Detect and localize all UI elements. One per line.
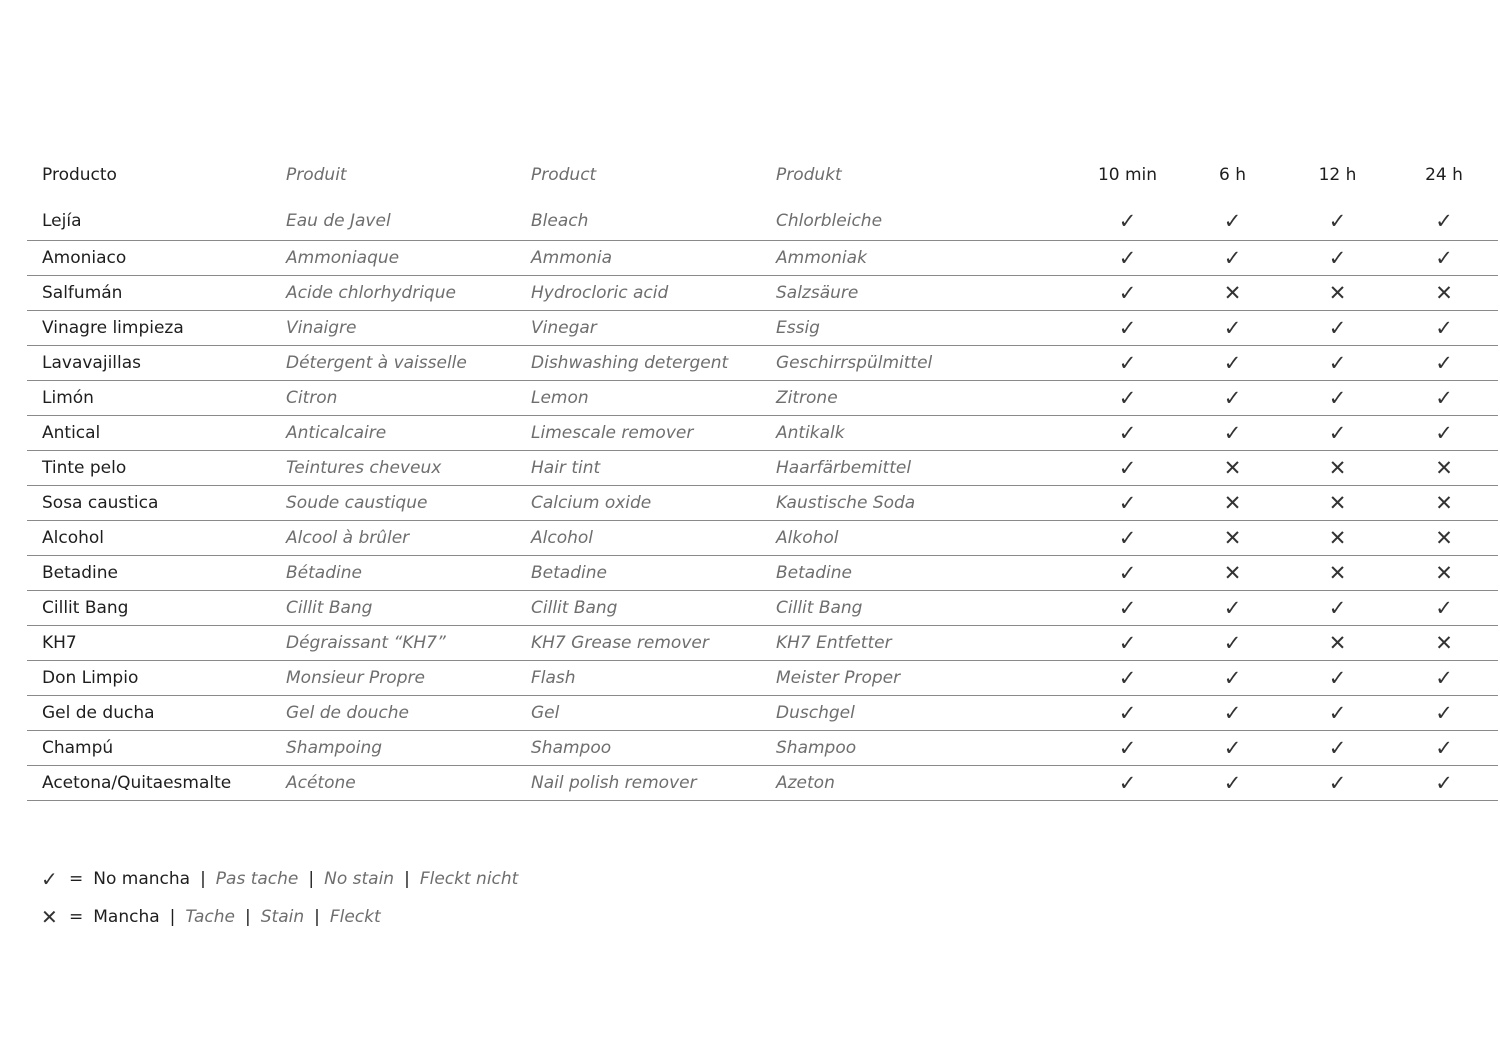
cell-product: Ammonia <box>531 248 613 268</box>
check-icon-6-h: ✓ <box>1223 351 1242 375</box>
legend-mancha: Mancha <box>93 907 160 927</box>
check-icon-24-h: ✓ <box>1435 316 1453 340</box>
check-icon-24-h: ✓ <box>1435 246 1453 270</box>
cell-product: Hydrocloric acid <box>531 283 669 303</box>
check-icon-6-h: ✓ <box>1223 316 1242 340</box>
cross-icon-24-h: ✕ <box>1435 561 1453 585</box>
cross-icon-12-h: ✕ <box>1328 281 1347 305</box>
cell-produkt: Shampoo <box>776 738 857 758</box>
legend-separator: | <box>314 907 320 927</box>
table-row <box>27 346 1498 381</box>
table-header <box>27 155 1498 195</box>
cell-produit: Cillit Bang <box>286 598 373 618</box>
check-icon-10-min: ✓ <box>1118 666 1137 690</box>
check-icon-10-min: ✓ <box>1118 561 1137 585</box>
legend-stain: Stain <box>260 907 305 927</box>
cell-producto: Lavavajillas <box>42 353 142 373</box>
cell-produit: Bétadine <box>286 563 362 583</box>
check-icon-6-h: ✓ <box>1223 596 1242 620</box>
cell-product: Hair tint <box>531 458 601 478</box>
legend-fleckt-nicht: Fleckt nicht <box>419 869 519 889</box>
check-icon-12-h: ✓ <box>1328 386 1347 410</box>
cell-produkt: Azeton <box>776 773 835 793</box>
cell-producto: Salfumán <box>42 283 123 303</box>
header-row <box>27 155 1498 195</box>
cross-icon-12-h: ✕ <box>1328 561 1347 585</box>
table-row <box>27 626 1498 661</box>
legend-fleckt: Fleckt <box>329 907 381 927</box>
table-row <box>27 486 1498 521</box>
cell-producto: Limón <box>42 388 94 408</box>
table-row <box>27 731 1498 766</box>
cell-product: Bleach <box>531 210 589 231</box>
cell-produit: Eau de Javel <box>286 210 391 231</box>
cell-producto: Sosa caustica <box>42 493 159 513</box>
cell-product: Vinegar <box>531 318 597 338</box>
check-icon-10-min: ✓ <box>1118 281 1137 305</box>
check-icon-6-h: ✓ <box>1223 208 1242 233</box>
check-icon-10-min: ✓ <box>1118 596 1137 620</box>
table-body <box>27 195 1498 801</box>
cell-produit: Monsieur Propre <box>286 668 425 688</box>
legend-equals: = <box>69 907 84 927</box>
legend-equals: = <box>69 869 84 889</box>
legend-row-no-stain <box>41 860 518 898</box>
cross-icon-6-h: ✕ <box>1223 456 1242 480</box>
cross-icon-12-h: ✕ <box>1328 526 1347 550</box>
table-row <box>27 195 1498 241</box>
table-row <box>27 416 1498 451</box>
cell-produit: Anticalcaire <box>286 423 387 443</box>
check-icon-10-min: ✓ <box>1118 526 1137 550</box>
cell-produkt: Betadine <box>776 563 852 583</box>
check-icon-24-h: ✓ <box>1435 208 1453 233</box>
cell-produkt: Kaustische Soda <box>776 493 916 513</box>
cell-produit: Acétone <box>286 773 356 793</box>
legend-separator: | <box>245 907 251 927</box>
cell-produit: Acide chlorhydrique <box>286 283 456 303</box>
check-icon-12-h: ✓ <box>1328 596 1347 620</box>
legend-tache: Tache <box>185 907 235 927</box>
cell-product: Cillit Bang <box>531 598 618 618</box>
check-icon-10-min: ✓ <box>1118 421 1137 445</box>
cell-produit: Ammoniaque <box>286 248 400 268</box>
cell-product: Betadine <box>531 563 607 583</box>
stain-resistance-table <box>27 155 1498 801</box>
cell-produkt: Haarfärbemittel <box>776 458 912 478</box>
check-icon-12-h: ✓ <box>1328 666 1347 690</box>
check-icon-12-h: ✓ <box>1328 771 1347 795</box>
cell-produit: Gel de douche <box>286 703 409 723</box>
cell-produkt: Meister Proper <box>776 668 901 688</box>
check-icon-6-h: ✓ <box>1223 736 1242 760</box>
cell-product: Shampoo <box>531 738 612 758</box>
table-row <box>27 311 1498 346</box>
check-icon-12-h: ✓ <box>1328 351 1347 375</box>
cell-product: KH7 Grease remover <box>531 633 709 653</box>
cell-produit: Soude caustique <box>286 493 428 513</box>
cell-producto: Lejía <box>42 210 82 231</box>
check-icon-6-h: ✓ <box>1223 771 1242 795</box>
cell-produkt: Essig <box>776 318 820 338</box>
cell-product: Nail polish remover <box>531 773 697 793</box>
check-icon-10-min: ✓ <box>1118 631 1137 655</box>
legend-no-mancha: No mancha <box>93 869 191 889</box>
legend-separator: | <box>308 869 315 889</box>
header-product: Product <box>531 165 597 185</box>
check-icon-24-h: ✓ <box>1435 386 1453 410</box>
check-icon-10-min: ✓ <box>1118 701 1137 725</box>
table-row <box>27 766 1498 801</box>
cell-product: Limescale remover <box>531 423 694 443</box>
cell-product: Dishwashing detergent <box>531 353 729 373</box>
table-row <box>27 276 1498 311</box>
check-icon-6-h: ✓ <box>1223 701 1242 725</box>
check-icon-10-min: ✓ <box>1118 316 1137 340</box>
check-icon-24-h: ✓ <box>1435 596 1453 620</box>
cell-product: Lemon <box>531 388 589 408</box>
cell-produit: Teintures cheveux <box>286 458 442 478</box>
legend-separator: | <box>200 869 206 889</box>
cell-producto: Vinagre limpieza <box>42 318 184 338</box>
table-row <box>27 521 1498 556</box>
cell-product: Flash <box>531 668 576 688</box>
cell-produit: Citron <box>286 388 338 408</box>
check-icon-12-h: ✓ <box>1328 246 1347 270</box>
check-icon-24-h: ✓ <box>1435 701 1453 725</box>
header-24-h: 24 h <box>1425 165 1463 185</box>
cell-produkt: Antikalk <box>776 423 845 443</box>
legend-pas-tache: Pas tache <box>215 869 299 889</box>
check-icon-6-h: ✓ <box>1223 666 1242 690</box>
cell-producto: Gel de ducha <box>42 703 155 723</box>
cell-product: Calcium oxide <box>531 493 652 513</box>
cross-icon-6-h: ✕ <box>1223 491 1242 515</box>
header-6-h: 6 h <box>1219 165 1246 185</box>
legend-separator: | <box>169 907 176 927</box>
table-row <box>27 696 1498 731</box>
cell-producto: Cillit Bang <box>42 598 129 618</box>
cell-produkt: Zitrone <box>776 388 838 408</box>
cell-produkt: Salzsäure <box>776 283 859 303</box>
table-row <box>27 661 1498 696</box>
cross-icon-12-h: ✕ <box>1328 456 1347 480</box>
cross-icon-24-h: ✕ <box>1435 281 1453 305</box>
cell-producto: Acetona/Quitaesmalte <box>42 773 232 793</box>
cell-produkt: Geschirrspülmittel <box>776 353 933 373</box>
cell-produkt: Ammoniak <box>776 248 867 268</box>
check-icon-24-h: ✓ <box>1435 351 1453 375</box>
cell-producto: Champú <box>42 738 114 758</box>
check-icon-6-h: ✓ <box>1223 386 1242 410</box>
header-produit: Produit <box>286 165 347 185</box>
cell-producto: Don Limpio <box>42 668 139 688</box>
table-row <box>27 451 1498 486</box>
cross-icon-24-h: ✕ <box>1435 491 1453 515</box>
cell-produkt: KH7 Entfetter <box>776 633 892 653</box>
check-icon-12-h: ✓ <box>1328 208 1347 233</box>
table-row <box>27 556 1498 591</box>
cross-icon-12-h: ✕ <box>1328 631 1347 655</box>
cross-icon-6-h: ✕ <box>1223 561 1242 585</box>
check-icon-12-h: ✓ <box>1328 421 1347 445</box>
cell-produkt: Cillit Bang <box>776 598 863 618</box>
check-icon-6-h: ✓ <box>1223 631 1242 655</box>
cell-product: Alcohol <box>531 528 593 548</box>
legend-row-stain <box>41 898 518 936</box>
cell-produit: Shampoing <box>286 738 383 758</box>
header-producto: Producto <box>42 165 117 185</box>
cell-product: Gel <box>531 703 560 723</box>
check-icon-6-h: ✓ <box>1223 421 1242 445</box>
legend <box>41 860 518 936</box>
check-icon-12-h: ✓ <box>1328 701 1347 725</box>
check-icon-10-min: ✓ <box>1118 491 1137 515</box>
cross-icon: ✕ <box>41 905 58 929</box>
check-icon-10-min: ✓ <box>1118 351 1137 375</box>
check-icon: ✓ <box>41 867 58 891</box>
cell-producto: Betadine <box>42 563 118 583</box>
check-icon-24-h: ✓ <box>1435 666 1453 690</box>
cross-icon-24-h: ✕ <box>1435 456 1453 480</box>
cell-produit: Détergent à vaisselle <box>286 353 467 373</box>
cross-icon-12-h: ✕ <box>1328 491 1347 515</box>
stain-resistance-table-container <box>27 155 1498 801</box>
cell-produit: Vinaigre <box>286 318 357 338</box>
check-icon-24-h: ✓ <box>1435 421 1453 445</box>
cross-icon-24-h: ✕ <box>1435 631 1453 655</box>
check-icon-6-h: ✓ <box>1223 246 1242 270</box>
cell-produit: Alcool à brûler <box>286 528 410 548</box>
cross-icon-6-h: ✕ <box>1223 281 1242 305</box>
cross-icon-24-h: ✕ <box>1435 526 1453 550</box>
cell-producto: Antical <box>42 423 101 443</box>
cell-produkt: Duschgel <box>776 703 855 723</box>
header-12-h: 12 h <box>1318 165 1357 185</box>
check-icon-12-h: ✓ <box>1328 736 1347 760</box>
table-row <box>27 591 1498 626</box>
header-produkt: Produkt <box>776 165 842 185</box>
table-row <box>27 241 1498 276</box>
check-icon-12-h: ✓ <box>1328 316 1347 340</box>
cell-produit: Dégraissant “KH7” <box>286 633 446 653</box>
check-icon-10-min: ✓ <box>1118 456 1137 480</box>
check-icon-10-min: ✓ <box>1118 771 1137 795</box>
header-10-min: 10 min <box>1097 165 1158 185</box>
table-row <box>27 381 1498 416</box>
cell-producto: Alcohol <box>42 528 104 548</box>
check-icon-10-min: ✓ <box>1118 386 1137 410</box>
check-icon-10-min: ✓ <box>1118 246 1137 270</box>
cell-produkt: Chlorbleiche <box>776 210 883 231</box>
legend-separator: | <box>404 869 410 889</box>
check-icon-24-h: ✓ <box>1435 736 1453 760</box>
cell-producto: Tinte pelo <box>42 458 127 478</box>
cross-icon-6-h: ✕ <box>1223 526 1242 550</box>
check-icon-24-h: ✓ <box>1435 771 1453 795</box>
cell-producto: KH7 <box>42 633 77 653</box>
check-icon-10-min: ✓ <box>1118 208 1137 233</box>
legend-no-stain: No stain <box>324 869 395 889</box>
check-icon-10-min: ✓ <box>1118 736 1137 760</box>
cell-producto: Amoniaco <box>42 248 127 268</box>
cell-produkt: Alkohol <box>776 528 839 548</box>
